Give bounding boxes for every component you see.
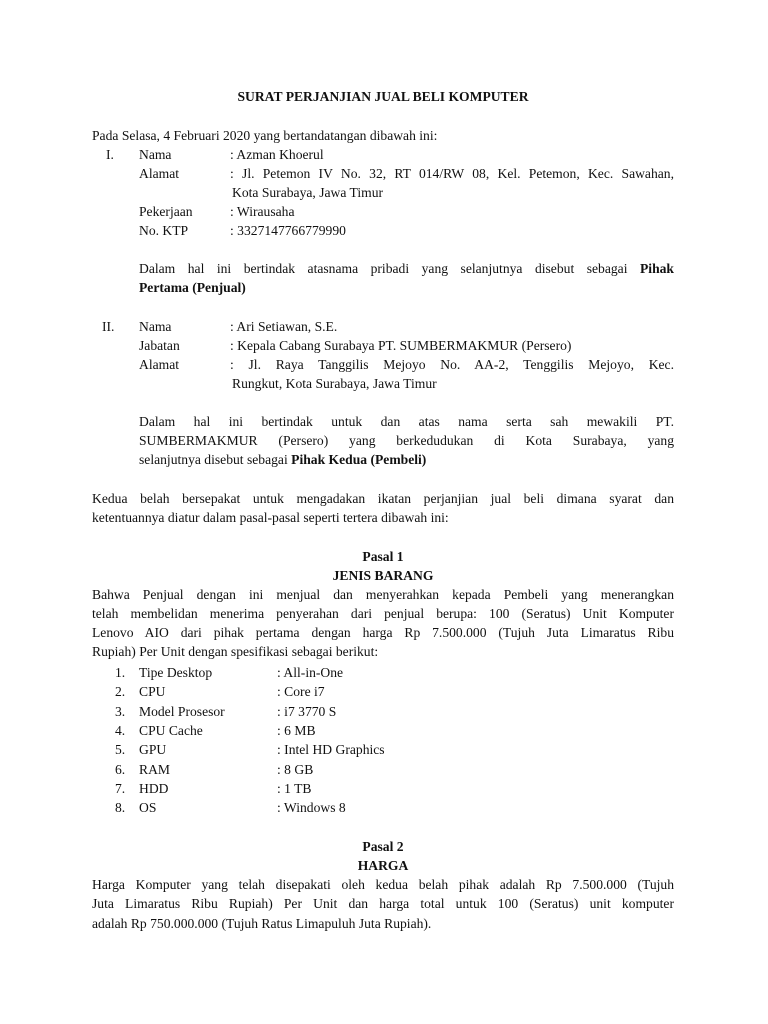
agreement-line1: Kedua belah bersepakat untuk mengadakan ikatan perjanjian jual beli dimana syarat dan [92,491,674,506]
party-two-position-value: : Kepala Cabang Surabaya PT. SUMBERMAKMUR (Persero) [230,338,572,353]
party-one-statement-text: Dalam hal ini bertindak atasnama pribadi yang selanjutnya disebut sebagai [139,261,628,276]
party-one-ktp-value: : 3327147766779990 [230,223,346,238]
party-one-name-label: Nama [139,147,172,162]
pasal1-line: telah membelidan menerima penyerahan dari penjual berupa: 100 (Seratus) Unit Komputer [92,606,674,621]
pasal2-heading: Pasal 2 [362,839,404,854]
party-two-name-label: Nama [139,319,172,334]
spec-label: CPU Cache [139,723,203,738]
spec-value: : 6 MB [277,723,316,738]
agreement-line2: ketentuannya diatur dalam pasal-pasal seperti tertera dibawah ini: [92,510,449,525]
party-two-numeral: II. [102,319,115,334]
spec-label: Model Prosesor [139,704,225,719]
party-two-name-value: : Ari Setiawan, S.E. [230,319,338,334]
party-one-role: Pertama (Penjual) [139,280,246,295]
pasal2-subheading: HARGA [357,858,409,873]
pasal2-line: adalah Rp 750.000.000 (Tujuh Ratus Limapuluh Juta Rupiah). [92,916,432,931]
party-two-statement-line3 [139,450,426,469]
party-one-occupation-value: : Wirausaha [230,204,295,219]
spec-value: : Core i7 [277,684,325,699]
party-two-statement-line2: SUMBERMAKMUR (Persero) yang berkedudukan di Kota Surabaya, yang [139,433,674,448]
spec-value: : 8 GB [277,762,314,777]
opening-line: Pada Selasa, 4 Februari 2020 yang bertandatangan dibawah ini: [92,128,438,143]
party-one-numeral: I. [106,147,114,162]
spec-number: 1. [115,665,126,680]
spec-value: : 1 TB [277,781,312,796]
spec-number: 5. [115,742,126,757]
pasal1-line: Lenovo AIO dari pihak pertama dengan harga Rp 7.500.000 (Tujuh Juta Limaratus Ribu [92,625,674,640]
spec-value: : Windows 8 [277,800,346,815]
pasal2-line: Juta Limaratus Ribu Rupiah) Per Unit dan harga total untuk 100 (Seratus) unit komputer [92,896,674,911]
spec-label: GPU [139,742,167,757]
party-two-position-label: Jabatan [139,338,180,353]
spec-value: : Intel HD Graphics [277,742,385,757]
party-one-address-value: : Jl. Petemon IV No. 32, RT 014/RW 08, Kel. Petemon, Kec. Sawahan, [230,166,674,181]
spec-number: 4. [115,723,126,738]
spec-label: CPU [139,684,166,699]
pasal2-line: Harga Komputer yang telah disepakati oleh kedua belah pihak adalah Rp 7.500.000 (Tujuh [92,877,674,892]
party-two-address-value-cont: Rungkut, Kota Surabaya, Jawa Timur [232,376,437,391]
party-two-address-label: Alamat [139,357,180,372]
party-one-address-value-cont: Kota Surabaya, Jawa Timur [232,185,384,200]
spec-label: RAM [139,762,170,777]
spec-value: : All-in-One [277,665,344,680]
spec-label: OS [139,800,157,815]
spec-value: : i7 3770 S [277,704,337,719]
spec-label: HDD [139,781,169,796]
spec-number: 8. [115,800,126,815]
pasal1-subheading: JENIS BARANG [332,568,434,583]
party-two-role: Pihak Kedua (Pembeli) [291,452,427,467]
document-title: SURAT PERJANJIAN JUAL BELI KOMPUTER [237,89,529,104]
spec-number: 3. [115,704,126,719]
pasal1-line: Rupiah) Per Unit dengan spesifikasi sebagai berikut: [92,644,379,659]
spec-number: 2. [115,684,126,699]
party-two-statement-text: selanjutnya disebut sebagai [139,452,288,467]
spec-number: 6. [115,762,126,777]
pasal1-line: Bahwa Penjual dengan ini menjual dan menyerahkan kepada Pembeli yang menerangkan [92,587,674,602]
party-one-statement-bold: Pihak [640,261,674,276]
party-two-address-value: : Jl. Raya Tanggilis Mejoyo No. AA-2, Tenggilis Mejoyo, Kec. [230,357,674,372]
party-two-statement-line1: Dalam hal ini bertindak untuk dan atas nama serta sah mewakili PT. [139,414,674,429]
spec-number: 7. [115,781,126,796]
spec-label: Tipe Desktop [139,665,213,680]
party-one-address-label: Alamat [139,166,180,181]
pasal1-heading: Pasal 1 [362,549,404,564]
party-one-statement-line [139,259,674,278]
party-one-ktp-label: No. KTP [139,223,189,238]
party-one-occupation-label: Pekerjaan [139,204,193,219]
party-one-name-value: : Azman Khoerul [230,147,324,162]
